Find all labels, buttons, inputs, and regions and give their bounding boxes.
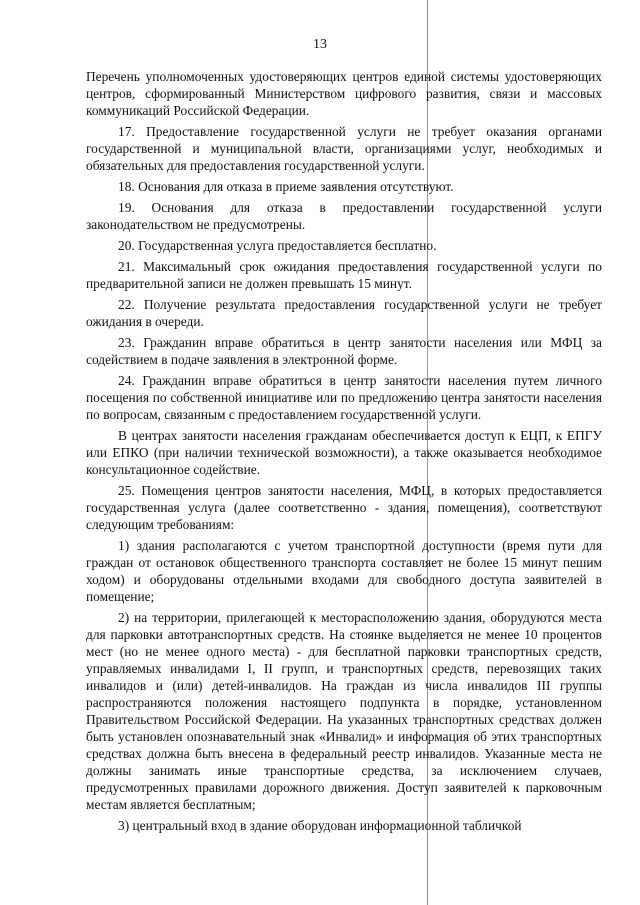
paragraph-24-access: В центрах занятости населения гражданам обеспечивается доступ к ЕЦП, к ЕПГУ или ЕПКО (при наличии технической возможности), а также оказывается необходимое консультационное содействие. (86, 428, 602, 477)
paragraph-certification-centers: Перечень уполномоченных удостоверяющих центров единой системы удостоверяющих центров, сформированный Министерством цифрового развития, связи и массовых коммуникаций Российской Федерации. (86, 69, 602, 118)
paragraph-22: 22. Получение результата предоставления государственной услуги не требует ожидания в очереди. (86, 297, 602, 329)
paragraph-24: 24. Гражданин вправе обратиться в центр занятости населения путем личного посещения по собственной инициативе или по предложению центра занятости населения по вопросам, связанным с предоставлением государственной услуги. (86, 373, 602, 422)
paragraph-25-item-2: 2) на территории, прилегающей к месторасположению здания, оборудуются места для парковки автотранспортных средств. На стоянке выделяется не менее 10 процентов мест (но не менее одного места) - для бесплатной парковки транспортных средств, управляемых инвалидами I, II групп, и транспортных средств, перевозящих таких инвалидов и (или) детей-инвалидов. На граждан из числа инвалидов III группы распространяются положения настоящего подпункта в порядке, установленном Правительством Российской Федерации. На указанных транспортных средствах должен быть установлен опознавательный знак «Инвалид» и информация об этих транспортных средствах должна быть внесена в федеральный реестр инвалидов. Указанные места не должны занимать иные транспортные средства, за исключением случаев, предусмотренных правилами дорожного движения. Доступ заявителей к парковочным местам является бесплатным; (86, 610, 602, 812)
paragraph-19: 19. Основания для отказа в предоставлении государственной услуги законодательством не предусмотрены. (86, 200, 602, 232)
paragraph-25: 25. Помещения центров занятости населения, МФЦ, в которых предоставляется государственная услуга (далее соответственно - здания, помещения), соответствуют следующим требованиям: (86, 483, 602, 532)
paragraph-18: 18. Основания для отказа в приеме заявления отсутствуют. (118, 179, 454, 194)
paragraph-21: 21. Максимальный срок ожидания предоставления государственной услуги по предварительной записи не должен превышать 15 минут. (86, 259, 602, 291)
page-number: 13 (313, 37, 327, 52)
paragraph-20: 20. Государственная услуга предоставляется бесплатно. (118, 238, 437, 253)
document-body (86, 68, 602, 838)
paragraph-25-item-3: 3) центральный вход в здание оборудован информационной табличкой (118, 818, 522, 833)
paragraph-23: 23. Гражданин вправе обратиться в центр занятости населения или МФЦ за содействием в подаче заявления в электронной форме. (86, 335, 602, 367)
paragraph-17: 17. Предоставление государственной услуги не требует оказания органами государственной и муниципальной власти, организациями услуг, необходимых и обязательных для предоставления государственной услуги. (86, 124, 602, 173)
paragraph-25-item-1: 1) здания располагаются с учетом транспортной доступности (время пути для граждан от остановок общественного транспорта составляет не более 15 минут пешим ходом) и оборудованы отдельными входами для свободного доступа заявителей в помещение; (86, 538, 602, 604)
